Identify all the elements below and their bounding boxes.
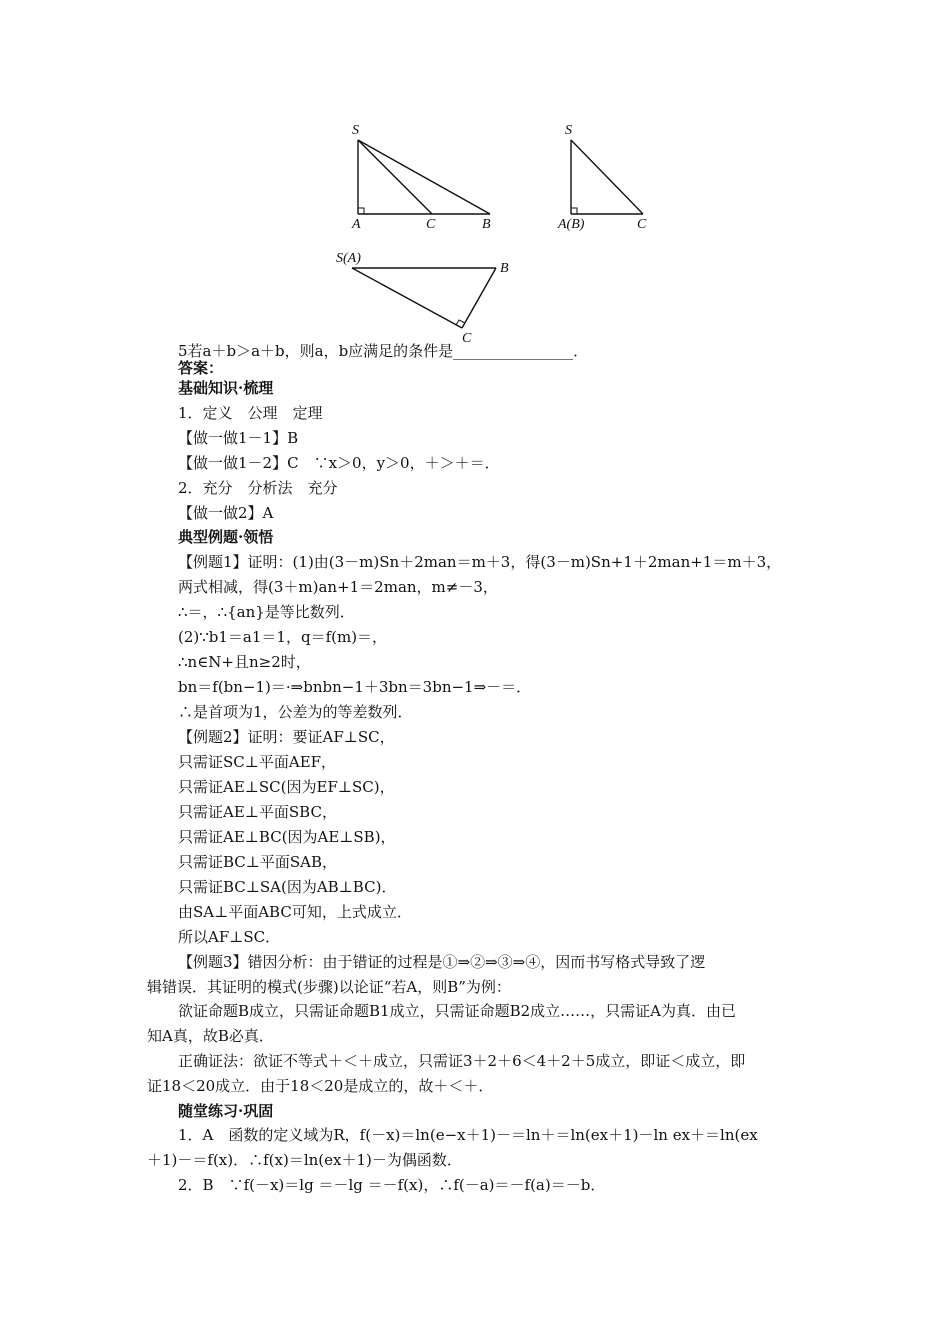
text-line: 【例题3】错因分析：由于错证的过程是①⇒②⇒③⇒④，因而书写格式导致了逻 [178, 953, 706, 971]
label-ab: A(B) [558, 217, 585, 232]
text-line: ∴n∈N+且n≥2时， [178, 653, 311, 671]
text-line: 知A真，故B必真． [147, 1027, 274, 1045]
text-line: 只需证BC⊥平面SAB， [178, 853, 338, 871]
text-line: 2．充分 分析法 充分 [178, 479, 338, 497]
text-line: 【例题2】证明：要证AF⊥SC， [178, 728, 395, 746]
section-heading: 典型例题·领悟 [178, 528, 274, 546]
section-heading: 基础知识·梳理 [178, 379, 274, 397]
text-line: 欲证命题B成立，只需证命题B1成立，只需证命题B2成立……，只需证A为真．由已 [178, 1002, 736, 1020]
text-line: ＋1)－＝f(x)．∴f(x)＝ln(ex＋1)－为偶函数． [147, 1151, 462, 1169]
text-line: 证18＜20成立．由于18＜20是成立的，故＋＜＋． [147, 1077, 494, 1095]
triangle-figure-sabc [555, 118, 665, 238]
text-line: 只需证AE⊥平面SBC， [178, 803, 337, 821]
text-line: 只需证BC⊥SA(因为AB⊥BC)． [178, 878, 397, 896]
text-line: bn＝f(bn−1)＝·⇒bnbn−1＋3bn＝3bn−1⇒－＝． [178, 678, 532, 696]
question-5: 5若a＋b＞a＋b，则a，b应满足的条件是________________． [178, 342, 589, 360]
text-line: 辑错误．其证明的模式(步骤)以论证“若A，则B”为例： [147, 978, 511, 996]
text-line: 正确证法：欲证不等式＋＜＋成立，只需证3＋2＋6＜4＋2＋5成立，即证＜成立，即 [178, 1052, 746, 1070]
label-sa: S(A) [336, 251, 361, 266]
text-line: 1．定义 公理 定理 [178, 404, 323, 422]
answer-heading: 答案： [178, 359, 224, 377]
text-line: 2．B ∵f(－x)＝lg ＝－lg ＝－f(x)，∴f(－a)＝－f(a)＝－b． [178, 1176, 606, 1194]
text-line: 1．A 函数的定义域为R，f(－x)＝ln(e−x＋1)－＝ln＋＝ln(ex＋1)－ln ex＋＝ln(ex [178, 1126, 758, 1144]
text-line: 【做一做2】A [178, 504, 274, 522]
label-s: S [352, 123, 359, 138]
section-heading: 随堂练习·巩固 [178, 1102, 274, 1120]
text-line: 只需证SC⊥平面AEF， [178, 753, 337, 771]
label-c: C [637, 217, 647, 232]
text-line: ∴是首项为1，公差为的等差数列． [178, 703, 413, 721]
label-s: S [565, 123, 572, 138]
text-line: 只需证AE⊥SC(因为EF⊥SC)， [178, 778, 395, 796]
text-line: ∴＝，∴{an}是等比数列． [178, 603, 355, 621]
text-line: 【做一做1－2】C ∵x＞0，y＞0，＋＞＋＝． [178, 454, 500, 472]
text-line: 【例题1】证明：(1)由(3－m)Sn＋2man＝m＋3，得(3－m)Sn+1＋2man+1＝m＋3， [178, 553, 782, 571]
label-c: C [462, 331, 472, 346]
text-line: 由SA⊥平面ABC可知，上式成立． [178, 903, 412, 921]
text-line: 两式相减，得(3＋m)an+1＝2man，m≠－3， [178, 578, 498, 596]
label-b: B [500, 261, 509, 276]
label-b: B [482, 217, 491, 232]
text-line: 所以AF⊥SC． [178, 928, 281, 946]
label-c: C [426, 217, 436, 232]
text-line: (2)∵b1＝a1＝1，q＝f(m)＝， [178, 628, 388, 646]
text-line: 只需证AE⊥BC(因为AE⊥SB)， [178, 828, 396, 846]
label-a: A [352, 217, 361, 232]
text-line: 【做一做1－1】B [178, 429, 299, 447]
triangle-figure-sa-b-c [330, 246, 530, 346]
triangle-figure-sacb [330, 118, 530, 238]
